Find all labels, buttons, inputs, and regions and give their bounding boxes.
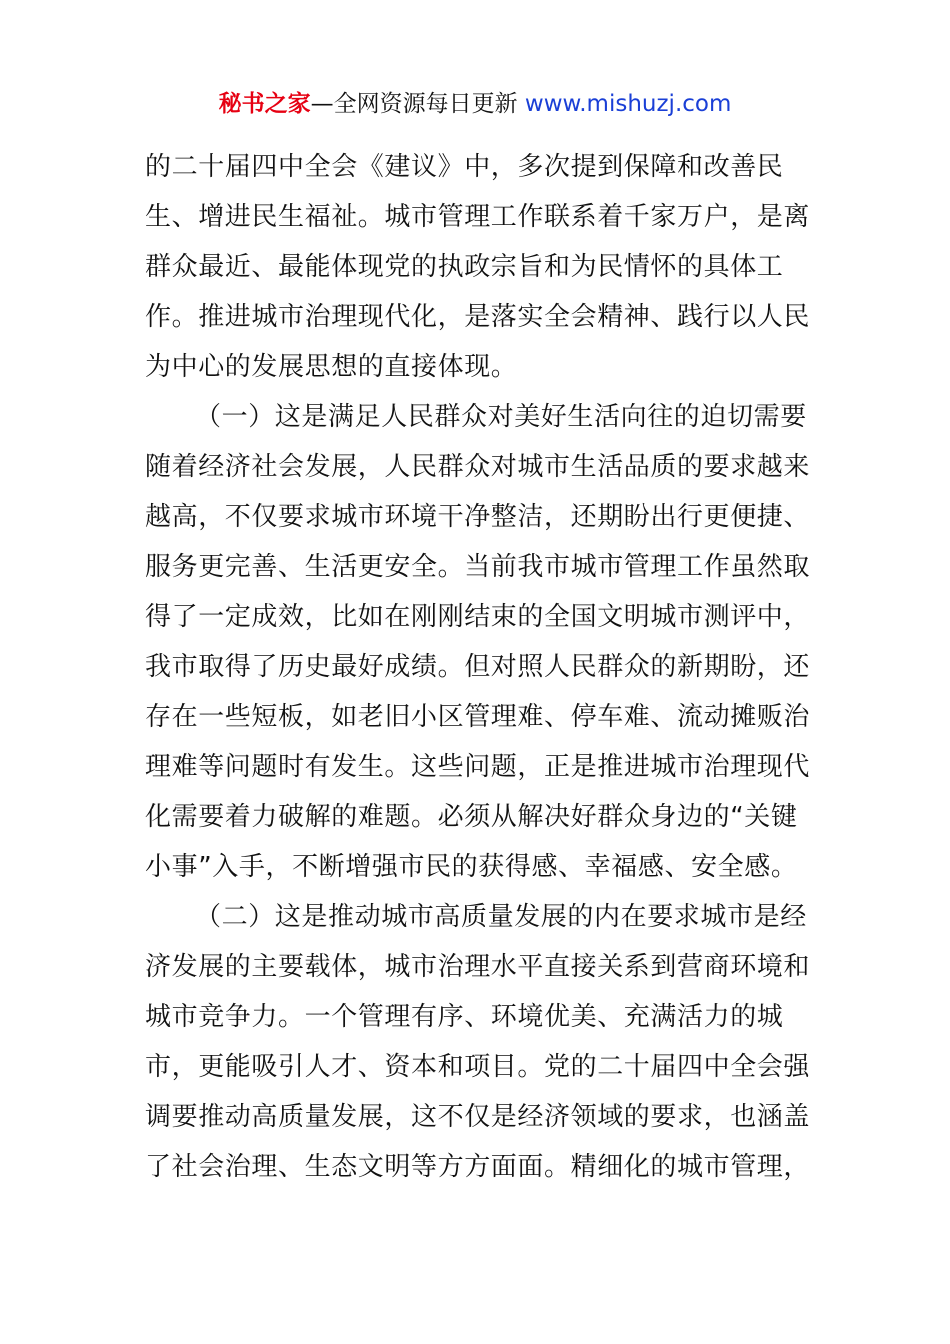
text-line: 越高，不仅要求城市环境干净整洁，还期盼出行更便捷、 xyxy=(145,502,811,532)
text-line: 生、增进民生福祉。城市管理工作联系着千家万户，是离 xyxy=(145,202,811,232)
text-line: 存在一些短板，如老旧小区管理难、停车难、流动摊贩治 xyxy=(145,702,811,732)
text-line: 随着经济社会发展，人民群众对城市生活品质的要求越来 xyxy=(145,452,811,482)
header-slogan: —全网资源每日更新 xyxy=(310,91,518,117)
text-line: 得了一定成效，比如在刚刚结束的全国文明城市测评中， xyxy=(145,602,811,632)
text-line: 小事”入手，不断增强市民的获得感、幸福感、安全感。 xyxy=(145,852,798,882)
section-heading-2: （二）这是推动城市高质量发展的内在要求城市是经 xyxy=(195,902,807,932)
text-line: 市，更能吸引人才、资本和项目。党的二十届四中全会强 xyxy=(145,1052,811,1082)
text-line: 作。推进城市治理现代化，是落实全会精神、践行以人民 xyxy=(145,302,811,332)
text-line: 化需要着力破解的难题。必须从解决好群众身边的“关键 xyxy=(145,802,798,832)
text-line: 服务更完善、生活更安全。当前我市城市管理工作虽然取 xyxy=(145,552,811,582)
text-line: 我市取得了历史最好成绩。但对照人民群众的新期盼，还 xyxy=(145,652,811,682)
website-url[interactable]: www.mishuzj.com xyxy=(524,91,732,117)
text-line: 为中心的发展思想的直接体现。 xyxy=(145,352,518,382)
page-header xyxy=(0,88,950,120)
text-line: 济发展的主要载体，城市治理水平直接关系到营商环境和 xyxy=(145,952,811,982)
text-line: 理难等问题时有发生。这些问题，正是推进城市治理现代 xyxy=(145,752,811,782)
text-line: 的二十届四中全会《建议》中，多次提到保障和改善民 xyxy=(145,152,784,182)
section-heading-1: （一）这是满足人民群众对美好生活向往的迫切需要 xyxy=(195,402,807,432)
text-line: 城市竞争力。一个管理有序、环境优美、充满活力的城 xyxy=(145,1002,784,1032)
brand-name: 秘书之家 xyxy=(218,91,311,117)
text-line: 群众最近、最能体现党的执政宗旨和为民情怀的具体工 xyxy=(145,252,784,282)
text-line: 了社会治理、生态文明等方方面面。精细化的城市管理， xyxy=(145,1152,811,1182)
text-line: 调要推动高质量发展，这不仅是经济领域的要求，也涵盖 xyxy=(145,1102,811,1132)
document-body xyxy=(145,142,810,1192)
